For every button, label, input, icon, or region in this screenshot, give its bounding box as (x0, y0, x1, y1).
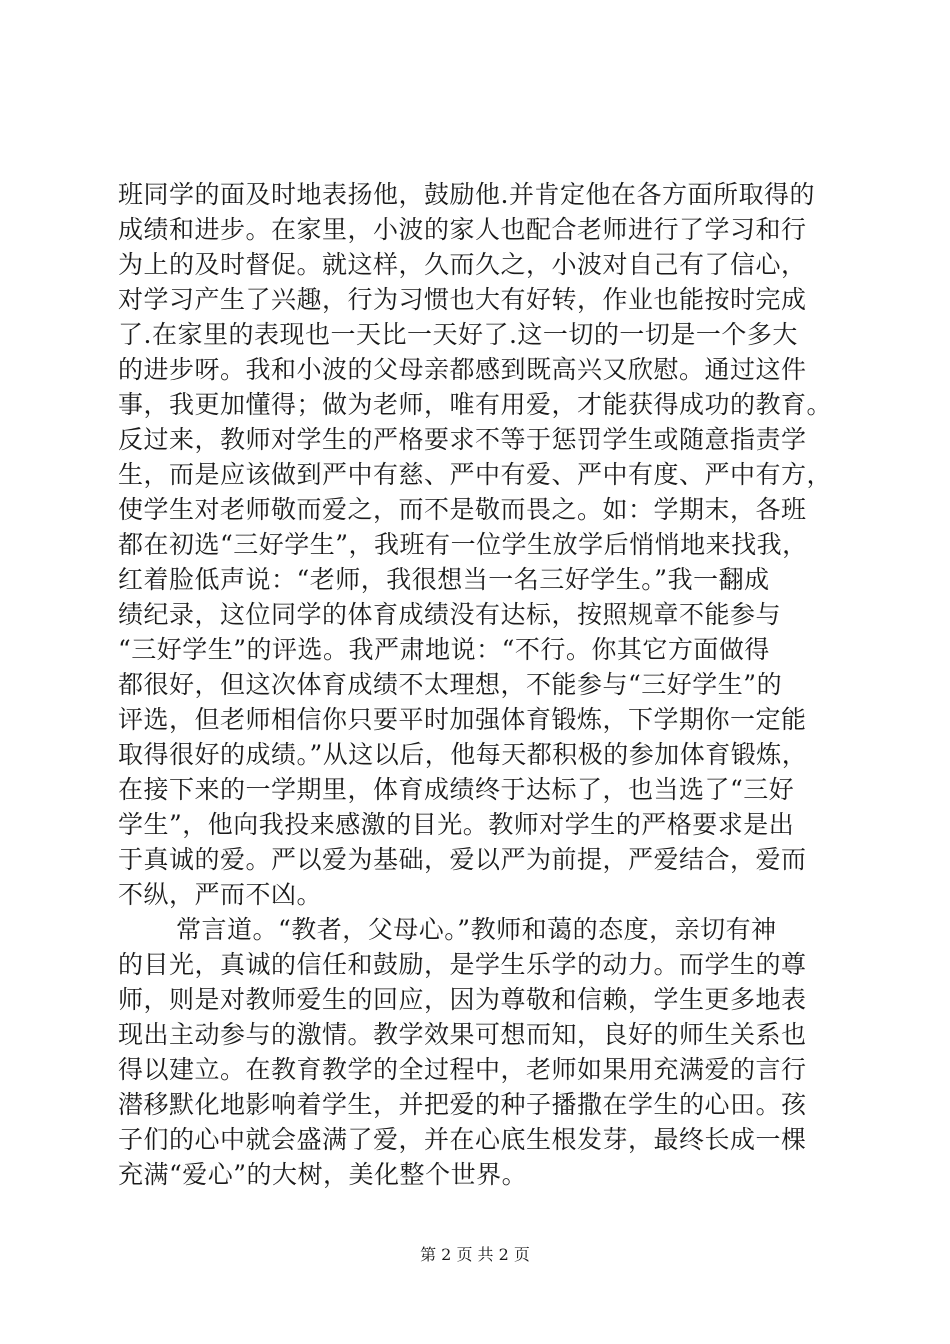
text-line: 反过来，教师对学生的严格要求不等于惩罚学生或随意指责学 (118, 425, 807, 454)
text-line: 现出主动参与的激情。教学效果可想而知，良好的师生关系也 (118, 1020, 807, 1049)
text-line: 评选，但老师相信你只要平时加强体育锻炼，下学期你一定能 (118, 705, 807, 734)
body-text (118, 177, 842, 1192)
text-line: 师，则是对教师爱生的回应，因为尊敬和信赖，学生更多地表 (118, 985, 807, 1014)
text-line: 充满“爱心”的大树，美化整个世界。 (118, 1160, 528, 1189)
text-line: 都很好，但这次体育成绩不太理想，不能参与“三好学生”的 (118, 670, 783, 699)
text-line: 得以建立。在教育教学的全过程中，老师如果用充满爱的言行 (118, 1055, 807, 1084)
text-line: 于真诚的爱。严以爱为基础，爱以严为前提，严爱结合，爱而 (118, 845, 807, 874)
text-line: “三好学生”的评选。我严肃地说：“不行。你其它方面做得 (118, 635, 770, 664)
text-line: 班同学的面及时地表扬他，鼓励他.并肯定他在各方面所取得的 (118, 180, 815, 209)
text-line: 的目光，真诚的信任和鼓励，是学生乐学的动力。而学生的尊 (118, 950, 807, 979)
text-line: 子们的心中就会盛满了爱，并在心底生根发芽，最终长成一棵 (118, 1125, 807, 1154)
text-line: 绩纪录，这位同学的体育成绩没有达标，按照规章不能参与 (118, 600, 782, 629)
text-line: 对学习产生了兴趣，行为习惯也大有好转，作业也能按时完成 (118, 285, 807, 314)
text-line: 取得很好的成绩。”从这以后，他每天都积极的参加体育锻炼， (118, 740, 808, 769)
text-line: 学生”，他向我投来感激的目光。教师对学生的严格要求是出 (118, 810, 795, 839)
text-line: 都在初选“三好学生”，我班有一位学生放学后悄悄地来找我， (118, 530, 808, 559)
paragraph-start-line: 常言道。“教者，父母心。”教师和蔼的态度，亲切有神 (176, 915, 777, 944)
page-number-footer: 第 2 页 共 2 页 (420, 1245, 530, 1264)
text-line: 潜移默化地影响着学生，并把爱的种子播撒在学生的心田。孩 (118, 1090, 807, 1119)
text-line: 红着脸低声说：“老师，我很想当一名三好学生。”我一翻成 (118, 565, 770, 594)
text-line: 成绩和进步。在家里，小波的家人也配合老师进行了学习和行 (118, 215, 807, 244)
text-line: 为上的及时督促。就这样，久而久之，小波对自己有了信心， (118, 250, 807, 279)
text-line: 生，而是应该做到严中有慈、严中有爱、严中有度、严中有方， (118, 460, 833, 489)
text-line: 了.在家里的表现也一天比一天好了.这一切的一切是一个多大 (118, 320, 798, 349)
text-line: 不纵，严而不凶。 (118, 880, 323, 909)
text-line: 事，我更加懂得；做为老师，唯有用爱，才能获得成功的教育。 (118, 390, 833, 419)
text-line: 的进步呀。我和小波的父母亲都感到既高兴又欣慰。通过这件 (118, 355, 807, 384)
text-line: 在接下来的一学期里，体育成绩终于达标了，也当选了“三好 (118, 775, 795, 804)
text-line: 使学生对老师敬而爱之，而不是敬而畏之。如：学期末，各班 (118, 495, 807, 524)
